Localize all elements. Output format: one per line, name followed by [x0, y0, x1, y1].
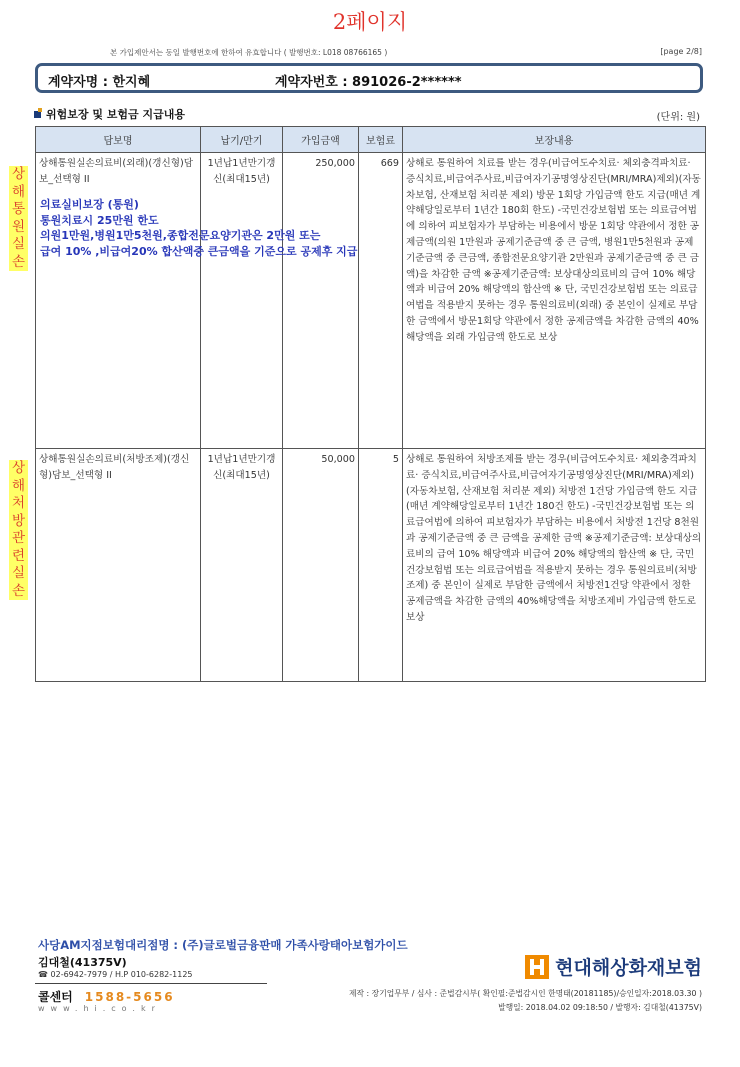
unit-label: (단위: 원) [656, 112, 700, 123]
contract-info-bar [35, 63, 703, 93]
page-number: [page 2/8] [660, 47, 702, 56]
company-name: 현대해상화재보험 [555, 957, 702, 979]
annotation-line: 의원1만원,병원1만5천원,종합전문요양기관은 2만원 또는 [40, 229, 321, 242]
company-url: www.hi.co.kr [38, 1004, 161, 1013]
review-info: 제작 : 장기업무부 / 심사 : 준법감시부( 확인필:준법감시인 한명태(20181185)/승인일자:2018.03.30 ) [349, 989, 702, 998]
table-header-row [36, 127, 706, 153]
side-label-outpatient: 상해통원실손 [9, 166, 28, 271]
issue-info: 발행일: 2018.04.02 09:18:50 / 발행자: 김대철(41375V) [498, 1003, 702, 1012]
side-label-prescription: 상해처방관련실손 [9, 460, 28, 600]
cell-term: 1년납1년만기갱신(최대15년) [201, 449, 283, 682]
header-term: 납기/만기 [201, 127, 283, 153]
handwritten-annotation [40, 197, 357, 259]
agency-name: 사당AM지점보험대리점명 : (주)글로벌금융판매 가족사랑태아보험가이드 [38, 938, 408, 952]
hyundai-h-icon [525, 955, 549, 979]
contract-holder: 계약자명 : 한지혜 [48, 75, 151, 90]
cell-amount: 250,000 [283, 153, 359, 449]
agent-phone: ☎ 02-6942-7979 / H.P 010-6282-1125 [38, 970, 193, 979]
header-premium: 보험료 [359, 127, 403, 153]
cell-amount: 50,000 [283, 449, 359, 682]
header-amount: 가입금액 [283, 127, 359, 153]
cell-coverage-name: 상해통원실손의료비(외래)(갱신형)담보_선택형 II [36, 153, 201, 449]
cell-coverage-name: 상해통원실손의료비(처방조제)(갱신형)담보_선택형 II [36, 449, 201, 682]
cell-premium: 5 [359, 449, 403, 682]
callcenter-number: 1588-5656 [84, 990, 175, 1004]
cell-description: 상해로 통원하여 치료를 받는 경우(비급여도수치료· 체외충격파치료· 증식치료,비급여주사료,비급여자기공명영상진단(MRI/MRA)제외)(자동차보험, 산재보험 처리분 제외) 방문 1회당 가입금액 한도 지급(매년 계약해당일로부터 1년간 180회 한도) -국민건강보험법 또는 의료급여법에 의하여 피보험자가 부담하는 비용에서 방문 1회당 약관에서 정한 공제금액(의원 1만원과 공제기준금액 중 큰 금액, 병원1만5천원과 공제기준금액 중 큰금액, 종합전문요양기관 2만원과 공제기준금액 중 큰 금액)을 차감한 금액 ※공제기준금액: 보상대상의료비의 급여 10% 해당액과 비급여 20% 해당액의 합산액 ※ 단, 국민건강보험법 또는 의료급여법을 적용받지 못하는 경우 통원의료비(외래) 중 본인이 실제로 부담한 금액에서 방문1회당 약관에서 정한 공제금액을 차감한 금액의 40%해당액을 외래 가입금액 한도로 보상 [403, 153, 706, 449]
table-row [36, 449, 706, 682]
page-label: 2페이지 [332, 10, 408, 34]
section-title [34, 106, 185, 122]
callcenter [38, 988, 175, 1005]
cell-premium: 669 [359, 153, 403, 449]
header-description: 보장내용 [403, 127, 706, 153]
callcenter-label: 콜센터 [38, 990, 73, 1004]
header-coverage-name: 담보명 [36, 127, 201, 153]
annotation-line: 급여 10% ,비급여20% 합산액중 큰금액을 기준으로 공제후 지급 [40, 244, 358, 258]
section-bullet-icon [34, 111, 41, 118]
annotation-line: 통원치료시 25만원 한도 [40, 213, 159, 227]
section-title-text: 위험보장 및 보험금 지급내용 [46, 108, 185, 121]
agent-name: 김대철(41375V) [38, 956, 127, 969]
contract-number: 계약자번호 : 891026-2****** [275, 75, 462, 90]
cell-term: 1년납1년만기갱신(최대15년) [201, 153, 283, 449]
cell-description: 상해로 통원하여 처방조제를 받는 경우(비급여도수치료· 체외충격파치료· 증식치료,비급여주사료,비급여자기공명영상진단(MRI/MRA)제외)(자동차보험, 산재보험 처리분 제외) 처방전 1건당 가입금액 한도 지급(매년 계약해당일로부터 1년간 180건 한도) -국민건강보험법 또는 의료급여법에 의하여 피보험자가 부담하는 비용에서 처방전 1건당 8천원과 공제기준금액 중 큰 금액을 공제한 금액 ※공제기준금액: 보상대상의료비의 급여 10% 해당액과 비급여 20% 해당액의 합산액 ※ 단, 국민건강보험법 또는 의료급여법을 적용받지 못하는 경우 통원의료비(처방조제) 중 본인이 실제로 부담한 금액에서 처방전1건당 약관에서 정한 공제금액을 차감한 금액의 40%해당액을 처방조제비 가입금액 한도로 보상 [403, 449, 706, 682]
issue-notice: 본 가입제안서는 동일 발행번호에 한하여 유효합니다 ( 발행번호: L018 08766165 ) [110, 48, 388, 57]
company-logo [525, 953, 702, 980]
annotation-line: 의료실비보장 (통원) [40, 198, 139, 211]
footer-divider [35, 983, 267, 984]
